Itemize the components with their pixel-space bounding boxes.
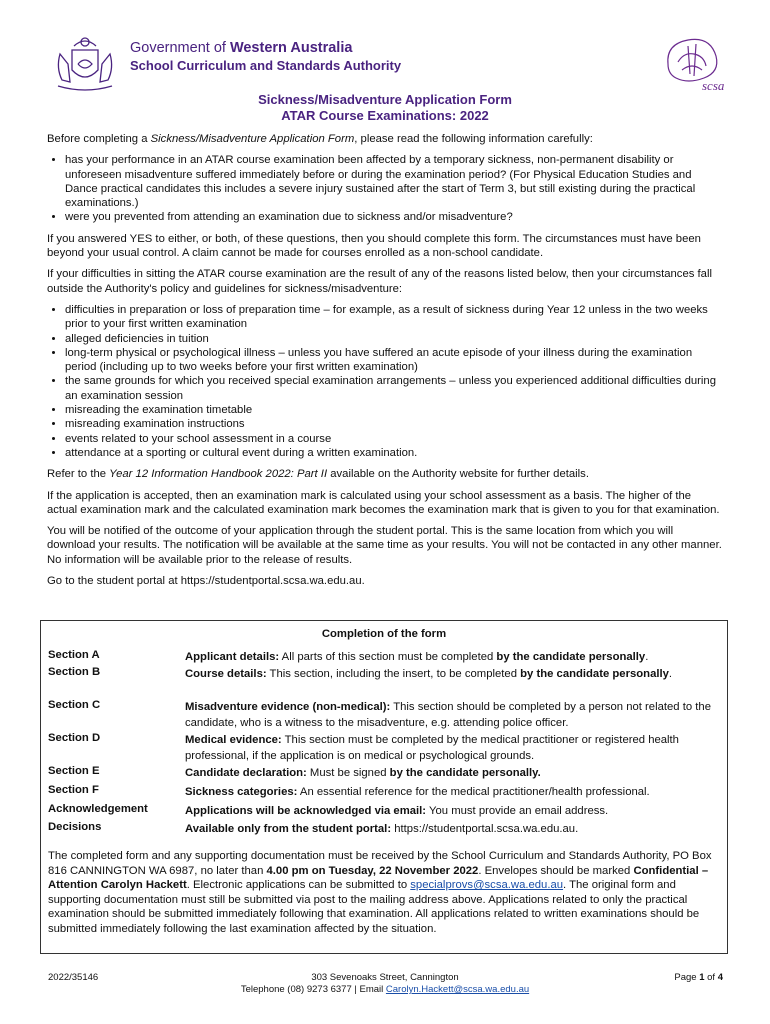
logo-text: scsa <box>702 78 725 93</box>
notified-paragraph: You will be notified of the outcome of your application through the student portal. This is the same location from which you will download your results. The notification will be available at the same time as your results. You will not be contacted in any other manner. No information will be available prior to the release of results. <box>47 525 722 566</box>
list-item: • events related to your school assessment in a course <box>65 432 722 446</box>
intro-questions <box>47 153 722 224</box>
list-item: • misreading the examination timetable <box>65 403 722 417</box>
handbook-title: Year 12 Information Handbook 2022: Part II <box>109 468 328 481</box>
section-head: Misadventure evidence (non-medical): <box>185 701 391 713</box>
section-text: An essential reference for the medical practitioner/health professional. <box>297 786 650 798</box>
section-desc <box>185 821 722 837</box>
portal-paragraph: Go to the student portal at https://studentportal.scsa.wa.edu.au. <box>47 575 365 588</box>
list-item: • were you prevented from attending an examination due to sickness and/or misadventure? <box>65 210 722 224</box>
authority-name: School Curriculum and Standards Authority <box>130 58 402 73</box>
scsa-logo-icon <box>658 34 730 94</box>
section-desc <box>185 699 722 731</box>
outside-paragraph: If your difficulties in sitting the ATAR course examination are the result of any of the reasons listed below, then your circumstances fall outside the Authority's policy and guidelines for sickness/misadventure: <box>47 268 712 295</box>
completion-title: Completion of the form <box>321 628 447 640</box>
section-desc <box>185 784 722 800</box>
completion-box <box>40 620 728 954</box>
footer-email-link[interactable]: Carolyn.Hackett@scsa.wa.edu.au <box>385 984 530 995</box>
section-text: Must be signed <box>306 767 390 779</box>
accepted-paragraph: If the application is accepted, then an examination mark is calculated using your school assessment as a basis. The higher of the actual examination mark and the calculated examination mark becomes the examination mark that is given to you for that examination. <box>47 489 720 516</box>
page-number <box>674 972 723 983</box>
intro-paragraph <box>47 132 722 146</box>
closing-text: The completed form and any supporting documentation must be received by the School Curriculum and Standards Authority, PO Box 816 CANNINGTON WA 6987, no later than <box>48 850 712 877</box>
wa-coat-of-arms-icon <box>50 34 120 94</box>
footer-contact <box>0 972 770 996</box>
section-bold-tail: by the candidate personally <box>520 668 669 680</box>
list-item: • has your performance in an ATAR course examination been affected by a temporary sickness, non-permanent disability or unforeseen misadventure suffered immediately before or during the examination period? (For Physical Education Studies and Dance practical candidates this includes a severe injury sustained after the start of Term 3, but still existing during the practical examinations.) <box>65 153 722 210</box>
document-reference: 2022/35146 <box>48 972 99 983</box>
section-text: This section, including the insert, to be completed <box>266 668 521 680</box>
refer-paragraph <box>47 467 722 481</box>
list-item: • attendance at a sporting or cultural event during a written examination. <box>65 446 722 460</box>
section-label: Acknowledgement <box>48 803 148 815</box>
form-title-line1: Sickness/Misadventure Application Form <box>258 92 512 107</box>
section-label: Section B <box>48 666 101 678</box>
section-head: Course details: <box>185 668 267 680</box>
section-desc <box>185 765 722 781</box>
section-desc <box>185 649 722 665</box>
closing-text: . Electronic applications can be submitted to <box>186 879 411 892</box>
form-title <box>0 92 770 124</box>
deadline: 4.00 pm on Tuesday, 22 November 2022 <box>266 864 479 877</box>
section-desc <box>185 732 722 764</box>
gov-state: Western Australia <box>229 40 353 56</box>
section-head: Available only from the student portal: <box>185 823 392 835</box>
section-label: Section D <box>48 732 101 744</box>
section-label: Section E <box>48 765 100 777</box>
footer-phone: Telephone (08) 9273 6377 | Email <box>240 984 386 995</box>
section-end: . <box>645 651 649 663</box>
section-label: Section A <box>48 649 100 661</box>
intro-form-name: Sickness/Misadventure Application Form <box>150 133 355 145</box>
section-bold-tail: by the candidate personally. <box>389 767 541 779</box>
submission-instructions <box>48 849 720 937</box>
section-desc <box>185 803 722 819</box>
outside-reasons-list <box>47 303 722 460</box>
section-head: Medical evidence: <box>185 734 282 746</box>
government-title <box>130 40 401 74</box>
footer-address: 303 Sevenoaks Street, Cannington <box>311 972 459 983</box>
list-item: • difficulties in preparation or loss of preparation time – for example, as a result of sickness during Year 12 unless in the two weeks prior to your first written examination <box>65 303 722 332</box>
page-total: 4 <box>717 972 723 983</box>
refer-post: available on the Authority website for further details. <box>327 468 589 481</box>
section-label: Section F <box>48 784 99 796</box>
closing-text: . Envelopes should be marked <box>478 864 634 877</box>
list-item: • misreading examination instructions <box>65 417 722 431</box>
list-item: • long-term physical or psychological illness – unless you have suffered an acute episode of your illness during the examination period (including up to two weeks before your first written examination) <box>65 346 722 375</box>
intro-post: , please read the following information carefully: <box>354 133 593 145</box>
envelope-marking: Confidential – Attention Carolyn Hackett <box>48 864 709 892</box>
section-text: This section must be completed by the medical practitioner or registered health professional, if the application is on medical or psychological grounds. <box>185 734 679 762</box>
section-text: All parts of this section must be completed <box>279 651 497 663</box>
list-item: • alleged deficiencies in tuition <box>65 332 722 346</box>
refer-pre: Refer to the <box>47 468 110 481</box>
list-item: • the same grounds for which you received special examination arrangements – unless you experienced additional difficulties during an examination session <box>65 374 722 403</box>
intro-pre: Before completing a <box>47 133 151 145</box>
section-label: Decisions <box>48 821 102 833</box>
submission-email-link[interactable]: specialprovs@scsa.wa.edu.au <box>410 879 564 892</box>
form-title-line2: ATAR Course Examinations: 2022 <box>281 108 489 123</box>
closing-text: . The original form and supporting documentation must still be submitted via post to the mailing address above. Applications related to only the practical examination should be submitted immediately following that examination. All applications related to written examinations should be submitted immediately following the last examination affected by the situation. <box>48 879 700 935</box>
section-head: Applicant details: <box>185 651 280 663</box>
section-text: This section should be completed by a person not related to the candidate, who is a witness to the misadventure, e.g. attending police officer. <box>185 701 711 729</box>
form-body <box>47 132 722 595</box>
section-end: . <box>668 668 673 680</box>
yes-paragraph: If you answered YES to either, or both, of these questions, then you should complete this form. The circumstances must have been beyond your usual control. A claim cannot be made for courses enrolled as a non-school candidate. <box>47 232 701 260</box>
section-desc <box>185 666 722 682</box>
section-head: Sickness categories: <box>185 786 298 798</box>
section-bold-tail: by the candidate personally <box>496 651 646 663</box>
page-pre: Page <box>674 972 700 983</box>
gov-prefix: Government of <box>130 40 230 56</box>
section-label: Section C <box>48 699 101 711</box>
section-head: Applications will be acknowledged via email: <box>185 805 427 817</box>
section-text: You must provide an email address. <box>426 805 609 817</box>
page-current: 1 <box>699 972 705 983</box>
section-head: Candidate declaration: <box>185 767 307 779</box>
section-text: https://studentportal.scsa.wa.edu.au. <box>391 823 579 835</box>
page-mid: of <box>704 972 718 983</box>
